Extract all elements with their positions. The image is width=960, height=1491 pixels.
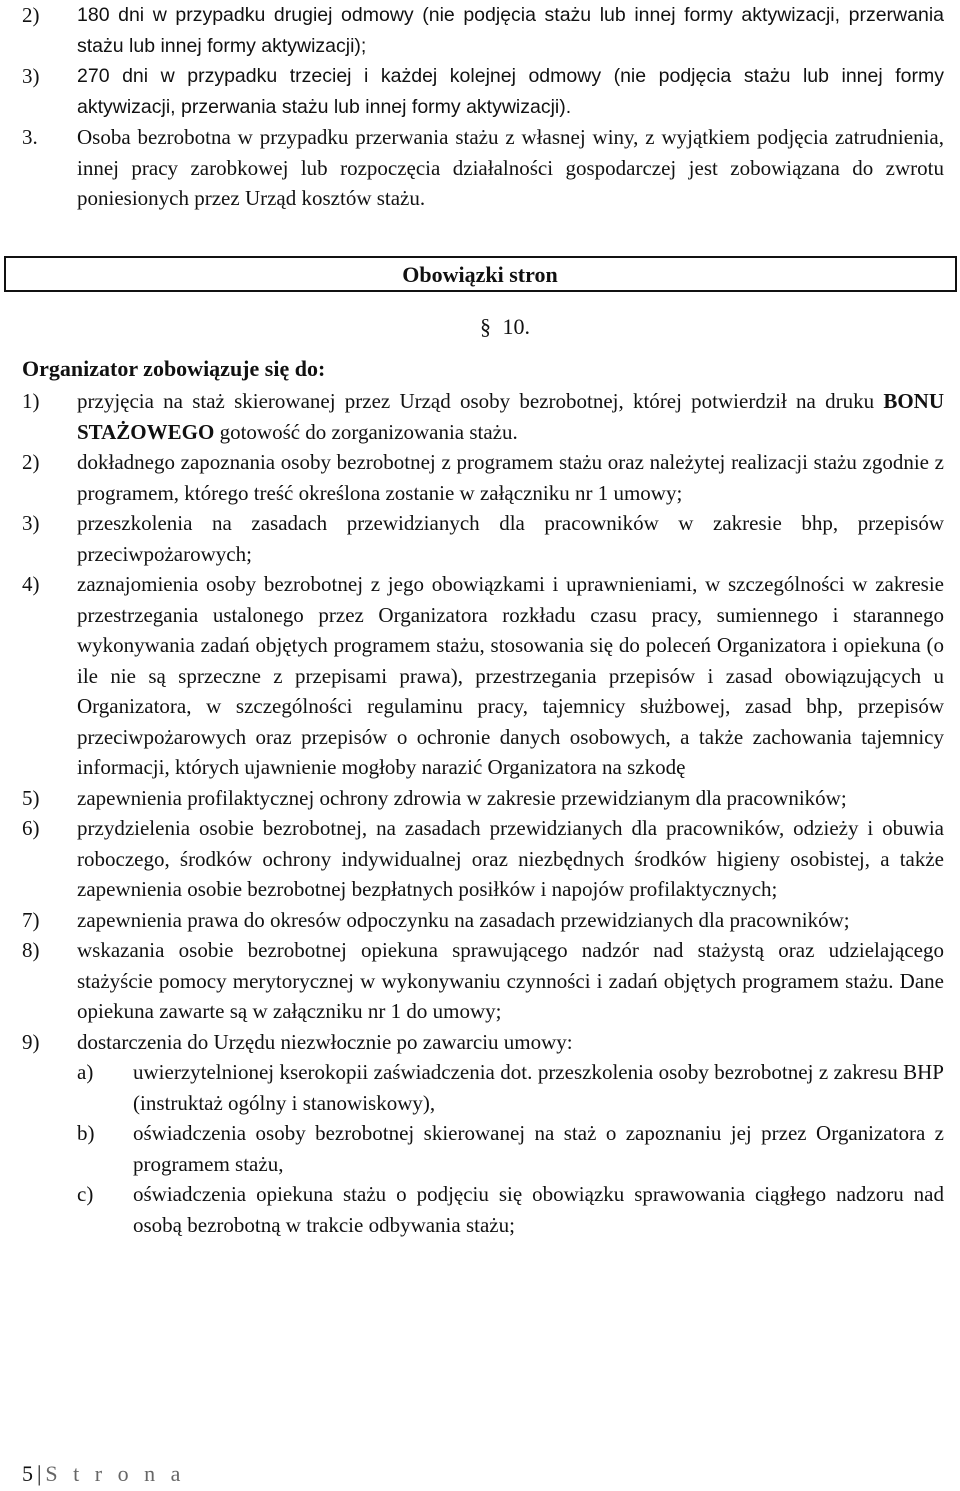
point-3-text: Osoba bezrobotna w przypadku przerwania stażu z własnej winy, z wyjątkiem podjęcia zatrudnienia, innej pracy zarobkowej lub rozpoczęcia działalności gospodarczej jest zobowiązana do zwrotu poniesionych przez Urząd kosztów stażu. [77, 125, 944, 210]
page-number: 5 [22, 1461, 33, 1486]
sub-items-list [77, 1057, 944, 1240]
duty-text: dostarczenia do Urzędu niezwłocznie po zawarciu umowy: [77, 1029, 573, 1054]
duty-text: przydzielenia osobie bezrobotnej, na zasadach przewidzianych dla pracowników, odzieży i obuwia roboczego, środków ochrony indywidualnej oraz niezbędnych środków higieny osobistej, a także zapewnienia osobie bezrobotnej bezpłatnych posiłków i napojów profilaktycznych; [77, 816, 944, 901]
list-item-text: 270 dni w przypadku trzeciej i każdej kolejnej odmowy (nie podjęcia stażu lub innej formy aktywizacji, przerwania stażu lub innej formy aktywizacji). [77, 65, 944, 118]
page-footer [22, 1459, 185, 1489]
duty-text: dokładnego zapoznania osoby bezrobotnej z programem stażu oraz należytej realizacji stażu zgodnie z programem, którego treść określona zostanie w załączniku nr 1 umowy; [77, 450, 944, 505]
top-list [22, 0, 944, 214]
duty-number: 2) [22, 450, 40, 474]
sub-item-text: oświadczenia opiekuna stażu o podjęciu się obowiązku sprawowania ciągłego nadzoru nad osobą bezrobotną w trakcie odbywania stażu; [133, 1182, 944, 1237]
footer-separator: | [37, 1461, 42, 1486]
paragraph-sign: § [480, 314, 491, 339]
sub-item-text: oświadczenia osoby bezrobotnej skierowanej na staż o zapoznaniu jej przez Organizatora z programem stażu, [133, 1121, 944, 1176]
list-item-number: 3) [22, 64, 40, 88]
duty-text: zapewnienia prawa do okresów odpoczynku na zasadach przewidzianych dla pracowników; [77, 907, 850, 932]
list-item [22, 0, 944, 61]
duty-item [22, 386, 944, 447]
duty-number: 4) [22, 572, 40, 596]
bon-stazowy-label: BONU STAŻOWEGO [77, 389, 944, 444]
duty-item [22, 1027, 944, 1058]
sub-item-letter: a) [77, 1060, 94, 1084]
duty-text: zaznajomienia osoby bezrobotnej z jego obowiązkami i uprawnieniami, w szczególności w zakresie przestrzegania ustalonego przez Organizatora rozkładu czasu pracy, sumiennego i starannego wykonywania zadań objętych programem stażu, stosowania się do poleceń Organizatora i opiekuna (o ile nie są sprzeczne z przepisami prawa), przestrzegania przepisów i zasad obowiązujących u Organizatora, w szczególności regulaminu pracy, tajemnicy służbowej, zasad bhp, przepisów przeciwpożarowych oraz przepisów o ochronie danych osobowych, a także zachowania tajemnicy informacji, których ujawnienie mogłoby narazić Organizatora na szkodę [77, 572, 944, 779]
duty-number: 9) [22, 1029, 40, 1054]
sub-item-letter: b) [77, 1121, 95, 1145]
list-item-text: 180 dni w przypadku drugiej odmowy (nie podjęcia stażu lub innej formy aktywizacji, przerwania stażu lub innej formy aktywizacji); [77, 4, 944, 57]
duty-text-part: przyjęcia na staż skierowanej przez Urząd osoby bezrobotnej, której potwierdził na druku [77, 389, 884, 413]
organizer-intro: Organizator zobowiązuje się do: [22, 356, 326, 381]
sub-item-letter: c) [77, 1182, 94, 1206]
duty-text: zapewnienia profilaktycznej ochrony zdrowia w zakresie przewidzianym dla pracowników; [77, 785, 847, 810]
duty-text: wskazania osobie bezrobotnej opiekuna sprawującego nadzór nad stażystą oraz udzielającego stażyście pomocy merytorycznej w wykonywaniu czynności i zadań objętych programem stażu. Dane opiekuna zawarte są w załączniku nr 1 do umowy; [77, 938, 944, 1023]
duty-text: przeszkolenia na zasadach przewidzianych dla pracowników w zakresie bhp, przepisów przeciwpożarowych; [77, 511, 944, 566]
page-label: S t r o n a [45, 1461, 186, 1486]
list-item-number: 2) [22, 3, 40, 27]
duty-text-part: gotowość do zorganizowania stażu. [214, 419, 518, 444]
sub-item-text: uwierzytelnionej kserokopii zaświadczenia dot. przeszkolenia osoby bezrobotnej z zakresu BHP (instruktaż ogólny i stanowiskowy), [133, 1060, 944, 1115]
duty-text [77, 386, 944, 447]
duty-item [22, 783, 944, 814]
duty-number: 3) [22, 511, 40, 535]
sub-item [77, 1118, 944, 1179]
sub-item [77, 1179, 944, 1240]
duty-item [22, 508, 944, 569]
duties-list [22, 386, 944, 1240]
paragraph-number [0, 312, 960, 342]
duty-number: 5) [22, 785, 40, 810]
duty-item [22, 569, 944, 783]
point-3 [22, 122, 944, 214]
duty-item [22, 813, 944, 905]
point-3-number: 3. [22, 125, 38, 149]
duty-item [22, 447, 944, 508]
duty-number: 6) [22, 816, 40, 840]
paragraph-number-value: 10. [502, 314, 530, 339]
duty-number: 7) [22, 907, 40, 932]
sub-item [77, 1057, 944, 1118]
section-heading: Obowiązki stron [402, 262, 558, 287]
duty-number: 8) [22, 938, 40, 962]
list-item [22, 61, 944, 122]
duty-number: 1) [22, 389, 40, 413]
duty-item [22, 905, 944, 936]
duty-item [22, 935, 944, 1027]
